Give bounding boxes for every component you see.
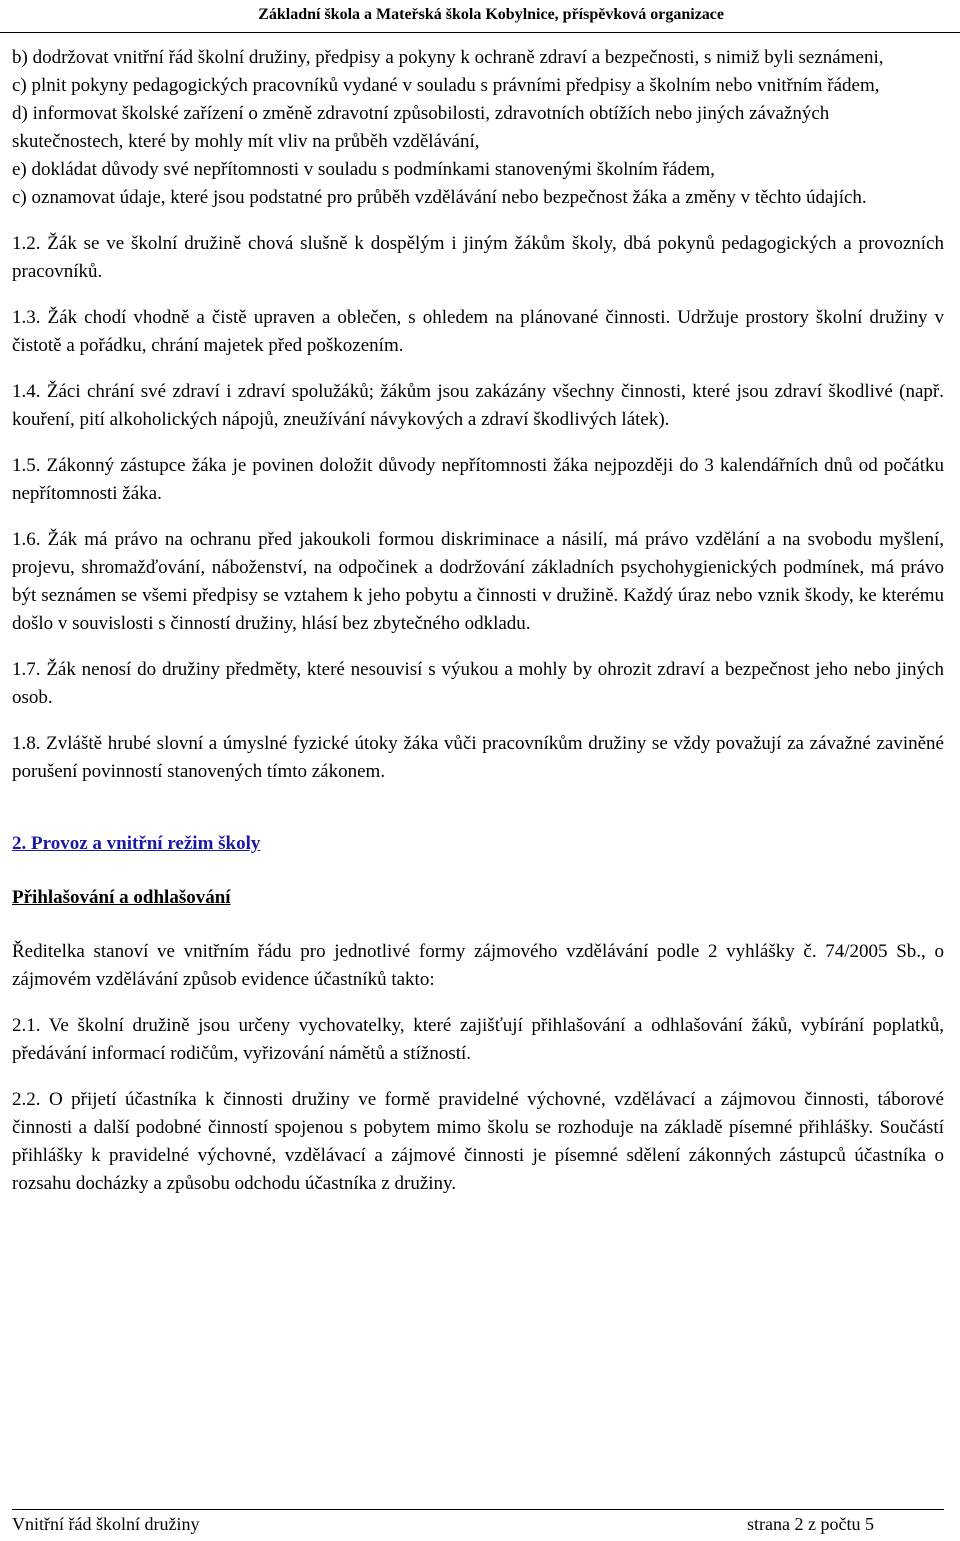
- footer-page-number: strana 2 z počtu 5: [747, 1514, 874, 1534]
- footer-document-title: Vnitřní řád školní družiny: [12, 1514, 200, 1534]
- paragraph-2-2: 2.2. O přijetí účastníka k činnosti družiny ve formě pravidelné výchovné, vzdělávací a zájmovou činnosti, táborové činnosti a další podobné činností spojenou s pobytem mimo školu se rozhoduje na základě písemné přihlášky. Součástí přihlášky k pravidelné výchovné, vzdělávací a zájmové činnosti je písemné sdělení zákonných zástupců účastníka o rozsahu docházky a způsobu odchodu účastníka z družiny.: [12, 1089, 944, 1194]
- header-title: Základní škola a Mateřská škola Kobylnice, příspěvková organizace: [258, 6, 724, 23]
- paragraph-2-1: 2.1. Ve školní družině jsou určeny vychovatelky, které zajišťují přihlašování a odhlašování žáků, vybírání poplatků, předávání informací rodičům, vyřizování námětů a stížností.: [12, 1015, 944, 1064]
- paragraph-1-6: 1.6. Žák má právo na ochranu před jakoukoli formou diskriminace a násilí, má právo vzdělání a na svobodu myšlení, projevu, shromažďování, náboženství, na odpočinek a dodržování základních psychohygienických podmínek, má právo být seznámen se všemi předpisy se vztahem k jeho pobytu a činnosti v družině. Každý úraz nebo vznik škody, ke kterému došlo v souvislosti s činností družiny, hlásí bez zbytečného odkladu.: [12, 529, 944, 634]
- paragraph-1-8: 1.8. Zvláště hrubé slovní a úmyslné fyzické útoky žáka vůči pracovníkům družiny se vždy považují za závažné zaviněné porušení povinností stanovených tímto zákonem.: [12, 733, 944, 782]
- paragraph-intro-2: Ředitelka stanoví ve vnitřním řádu pro jednotlivé formy zájmového vzdělávání podle 2 vyhlášky č. 74/2005 Sb., o zájmovém vzdělávání způsob evidence účastníků takto:: [12, 941, 944, 990]
- list-item: b) dodržovat vnitřní řád školní družiny, předpisy a pokyny k ochraně zdraví a bezpečnosti, s nimiž byli seznámeni,: [12, 47, 884, 68]
- subsection-heading-text: Přihlašování a odhlašování: [12, 887, 231, 908]
- paragraph-1-3: 1.3. Žák chodí vhodně a čistě upraven a oblečen, s ohledem na plánované činnosti. Udržuje prostory školní družiny v čistotě a pořádku, chrání majetek před poškozením.: [12, 307, 944, 356]
- document-body: [12, 44, 944, 1198]
- list-item: d) informovat školské zařízení o změně zdravotní způsobilosti, zdravotních obtížích nebo jiných závažných skutečnostech, které by mohly mít vliv na průběh vzdělávání,: [12, 103, 830, 152]
- paragraph-1-5: 1.5. Zákonný zástupce žáka je povinen doložit důvody nepřítomnosti žáka nejpozději do 3 kalendářních dnů od počátku nepřítomnosti žáka.: [12, 455, 944, 504]
- page-header: [0, 0, 960, 33]
- paragraph-1-2: 1.2. Žák se ve školní družině chová slušně k dospělým i jiným žákům školy, dbá pokynů pedagogických a provozních pracovníků.: [12, 233, 944, 282]
- page-footer: [12, 1509, 944, 1534]
- list-item: c) plnit pokyny pedagogických pracovníků vydané v souladu s právními předpisy a školním nebo vnitřním řádem,: [12, 75, 880, 96]
- paragraph-1-4: 1.4. Žáci chrání své zdraví i zdraví spolužáků; žákům jsou zakázány všechny činnosti, které jsou zdraví škodlivé (např. kouření, pití alkoholických nápojů, zneužívání návykových a zdraví škodlivých látek).: [12, 381, 944, 430]
- subsection-heading: [12, 884, 944, 912]
- list-item: c) oznamovat údaje, které jsou podstatné pro průběh vzdělávání nebo bezpečnost žáka a změny v těchto údajích.: [12, 187, 867, 208]
- section-heading[interactable]: [12, 830, 944, 858]
- section-heading-link[interactable]: 2. Provoz a vnitřní režim školy: [12, 833, 261, 854]
- list-item: e) dokládat důvody své nepřítomnosti v souladu s podmínkami stanovenými školním řádem,: [12, 159, 715, 180]
- paragraph-1-7: 1.7. Žák nenosí do družiny předměty, které nesouvisí s výukou a mohly by ohrozit zdraví a bezpečnost jeho nebo jiných osob.: [12, 659, 944, 708]
